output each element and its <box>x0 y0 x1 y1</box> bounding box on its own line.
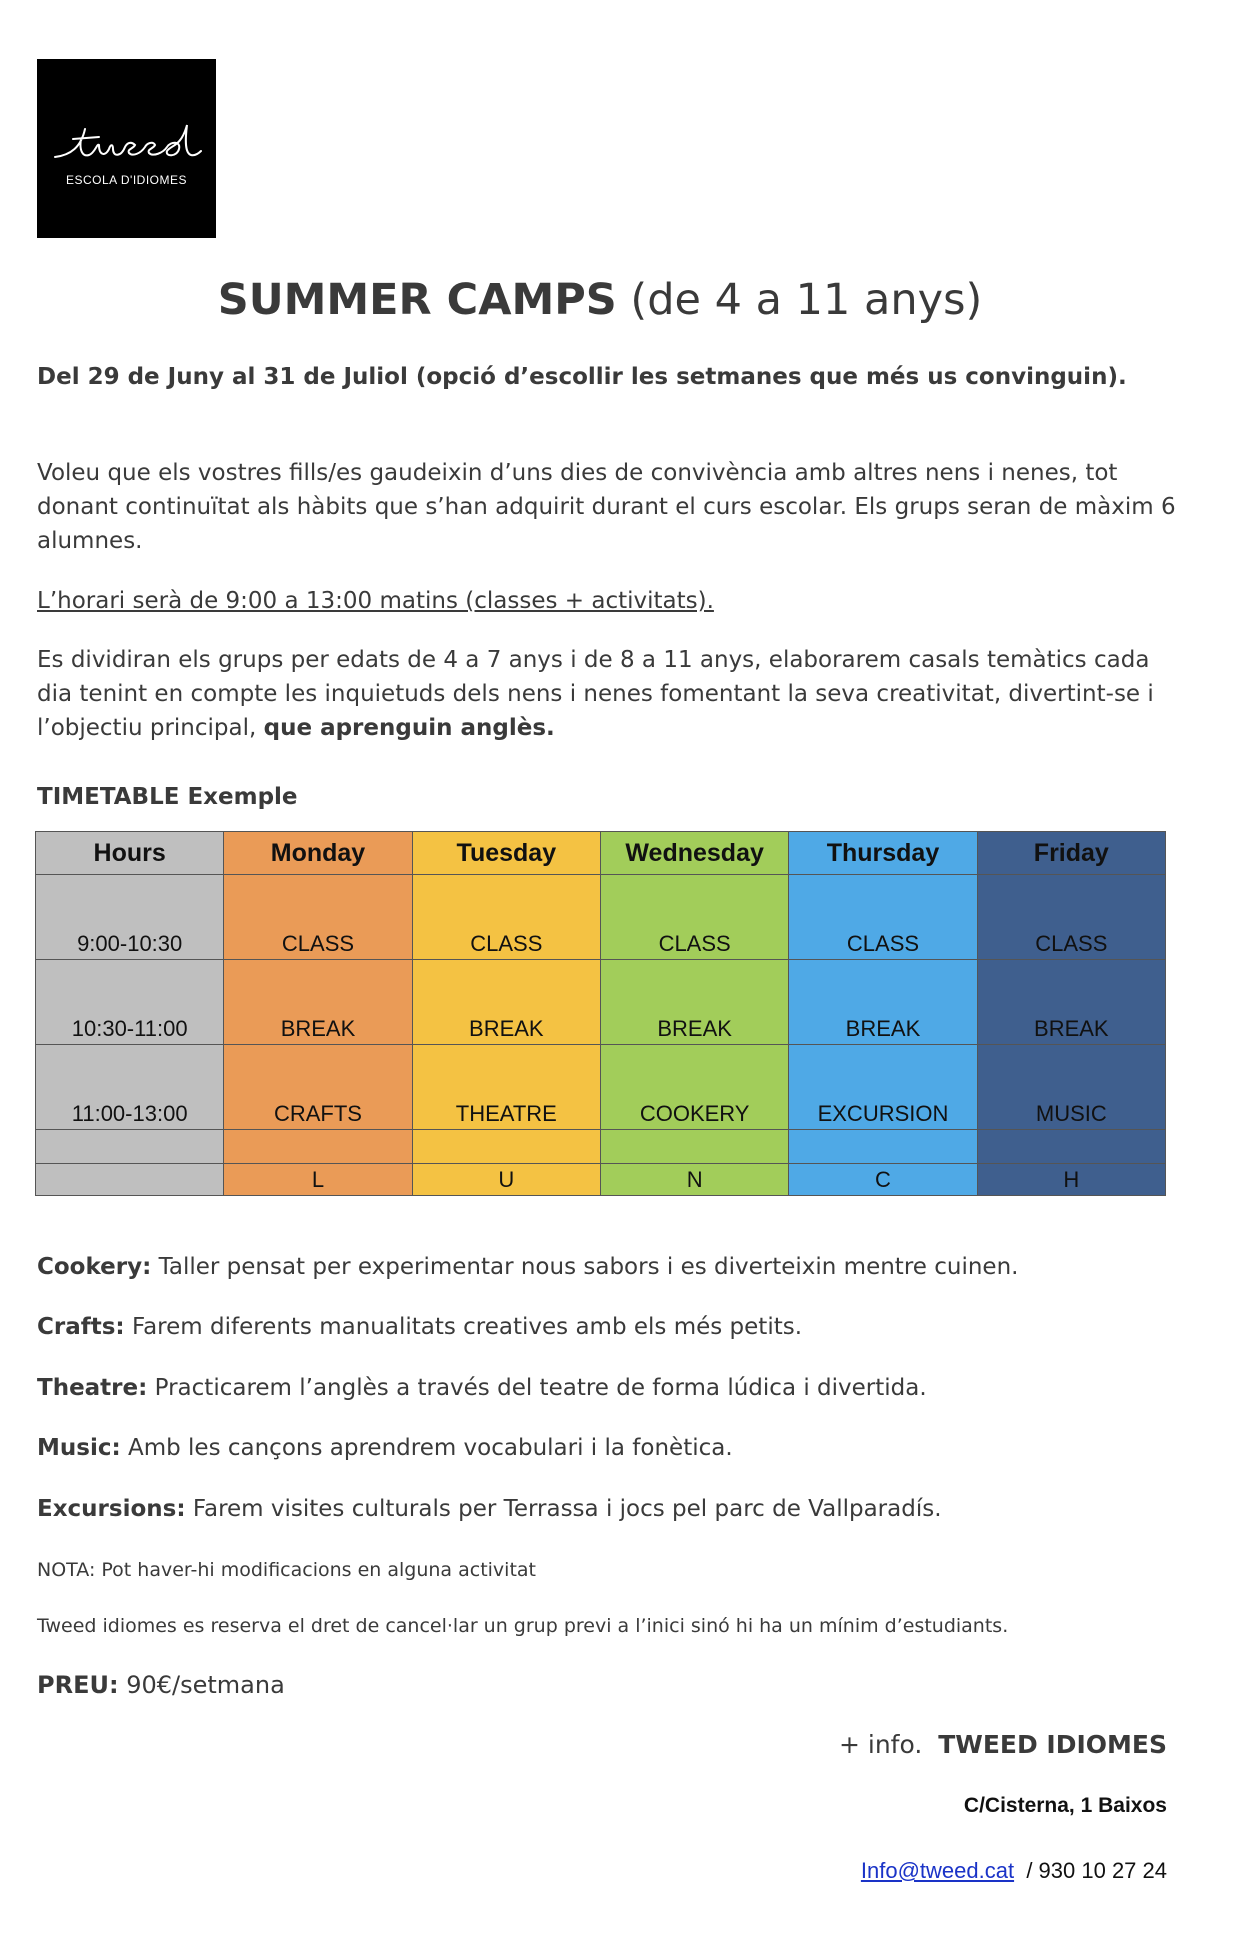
activity-label: Music: <box>37 1435 121 1461</box>
note: NOTA: Pot haver-hi modificacions en alguna activitat <box>37 1559 536 1581</box>
table-row <box>36 875 1166 960</box>
activity-theatre <box>37 1375 927 1401</box>
table-cell: C <box>789 1164 977 1196</box>
address: C/Cisterna, 1 Baixos <box>963 1794 1167 1817</box>
table-cell: EXCURSION <box>789 1045 977 1130</box>
table-cell: L <box>224 1164 412 1196</box>
contact-line <box>861 1858 1167 1884</box>
table-cell: CLASS <box>789 875 977 960</box>
price-value: 90€/setmana <box>126 1671 285 1699</box>
table-cell: BREAK <box>977 960 1165 1045</box>
table-cell <box>600 1130 788 1164</box>
activity-crafts <box>37 1314 802 1340</box>
more-info <box>839 1730 1167 1759</box>
groups-paragraph <box>37 643 1177 745</box>
table-cell: BREAK <box>600 960 788 1045</box>
activity-cookery <box>37 1254 1018 1280</box>
intro-paragraph: Voleu que els vostres fills/es gaudeixin d’uns dies de convivència amb altres nens i nenes, tot donant continuïtat als hàbits que s’han adquirit durant el curs escolar. Els grups seran de màxim 6 alumnes. <box>37 460 1176 554</box>
table-cell: N <box>600 1164 788 1196</box>
table-cell <box>789 1130 977 1164</box>
table-row <box>36 960 1166 1045</box>
activity-label: Theatre: <box>37 1375 148 1401</box>
email-link[interactable]: Info@tweed.cat <box>860 1858 1015 1883</box>
timetable-header-row <box>36 832 1166 875</box>
price-label: PREU: <box>37 1671 119 1699</box>
table-cell: MUSIC <box>977 1045 1165 1130</box>
table-cell: CLASS <box>412 875 600 960</box>
table-cell <box>36 1130 224 1164</box>
table-cell: 9:00-10:30 <box>36 875 224 960</box>
table-cell <box>224 1130 412 1164</box>
schedule-hours: L’horari serà de 9:00 a 13:00 matins (classes + activitats). <box>37 588 714 614</box>
header-tuesday: Tuesday <box>412 832 600 875</box>
timetable-title: TIMETABLE Exemple <box>37 784 298 810</box>
company-name: TWEED IDIOMES <box>938 1730 1167 1759</box>
table-cell: CRAFTS <box>224 1045 412 1130</box>
phone-number: / 930 10 27 24 <box>1026 1858 1167 1883</box>
header-hours: Hours <box>36 832 224 875</box>
groups-text: Es dividiran els grups per edats de 4 a 7 anys i de 8 a 11 anys, elaborarem casals temàtics cada dia tenint en compte les inquietuds dels nens i nenes fomentant la seva creativitat, divertint-se i l’objectiu principal, <box>37 647 1154 741</box>
activity-text: Farem diferents manualitats creatives amb els més petits. <box>131 1314 803 1340</box>
info-prefix: + info. <box>838 1730 923 1759</box>
header-friday: Friday <box>977 832 1165 875</box>
table-cell: BREAK <box>224 960 412 1045</box>
price <box>37 1671 285 1699</box>
activity-label: Crafts: <box>37 1314 125 1340</box>
table-row <box>36 1045 1166 1130</box>
tweed-wordmark-icon <box>51 117 203 167</box>
table-cell: BREAK <box>412 960 600 1045</box>
table-cell: COOKERY <box>600 1045 788 1130</box>
header-monday: Monday <box>224 832 412 875</box>
title-age-range: (de 4 a 11 anys) <box>630 275 983 325</box>
timetable <box>35 831 1166 1196</box>
header-wednesday: Wednesday <box>600 832 788 875</box>
activity-text: Taller pensat per experimentar nous sabors i es diverteixin mentre cuinen. <box>158 1254 1019 1280</box>
table-cell: 10:30-11:00 <box>36 960 224 1045</box>
activity-text: Farem visites culturals per Terrassa i jocs pel parc de Vallparadís. <box>192 1496 942 1522</box>
table-cell: U <box>412 1164 600 1196</box>
activity-music <box>37 1435 733 1461</box>
table-cell <box>977 1130 1165 1164</box>
header-thursday: Thursday <box>789 832 977 875</box>
title-bold: SUMMER CAMPS <box>217 275 617 325</box>
camp-dates: Del 29 de Juny al 31 de Juliol (opció d’escollir les setmanes que més us convinguin). <box>37 364 1127 390</box>
activity-label: Cookery: <box>37 1254 152 1280</box>
table-cell: CLASS <box>224 875 412 960</box>
activity-text: Practicarem l’anglès a través del teatre de forma lúdica i divertida. <box>154 1375 927 1401</box>
cancellation-note: Tweed idiomes es reserva el dret de cancel·lar un grup previ a l’inici sinó hi ha un mínim d’estudiants. <box>37 1615 1009 1637</box>
activity-label: Excursions: <box>37 1496 186 1522</box>
groups-bold: que aprenguin anglès. <box>263 715 555 741</box>
table-cell: H <box>977 1164 1165 1196</box>
table-cell: BREAK <box>789 960 977 1045</box>
logo-subtitle: ESCOLA D'IDIOMES <box>66 173 187 187</box>
activity-text: Amb les cançons aprendrem vocabulari i la fonètica. <box>127 1435 733 1461</box>
table-cell <box>412 1130 600 1164</box>
table-cell <box>36 1164 224 1196</box>
tweed-logo <box>37 59 216 238</box>
table-cell: THEATRE <box>412 1045 600 1130</box>
page-title <box>0 275 1200 325</box>
table-row-lunch <box>36 1164 1166 1196</box>
activity-excursions <box>37 1496 942 1522</box>
table-row-spacer <box>36 1130 1166 1164</box>
table-cell: 11:00-13:00 <box>36 1045 224 1130</box>
table-cell: CLASS <box>977 875 1165 960</box>
table-cell: CLASS <box>600 875 788 960</box>
